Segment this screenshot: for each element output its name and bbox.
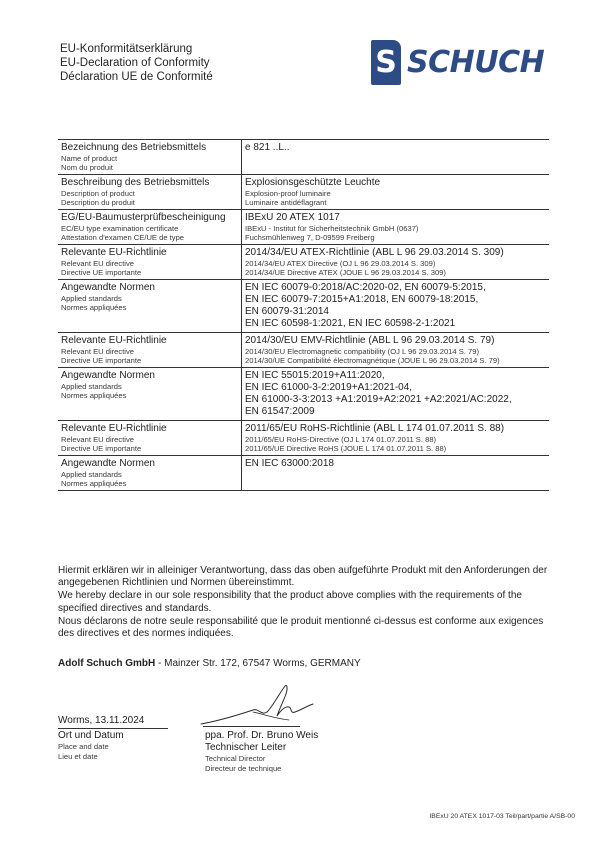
row-label: Angewandte Normen [61,282,155,293]
row-value-line: EN 61000-3-3:2013 +A1:2019+A2:2021 +A2:2021/AC:2022, [245,394,512,405]
row-value-line: IBExU 20 ATEX 1017 [245,212,340,223]
table-row [58,333,549,368]
title-en: EU-Declaration of Conformity [60,57,210,69]
table-row [58,421,549,456]
table-row [58,140,549,175]
row-label-translation: Relevant EU directive [61,435,135,444]
row-label-translation: Description du produit [61,198,135,207]
row-label: Bezeichnung des Betriebsmittels [61,142,207,153]
table-row [58,456,549,491]
row-label-translation: Normes appliquées [61,391,127,400]
row-value-line: 2014/34/UE Directive ATEX (JOUE L 96 29.03.2014 S. 309) [245,268,446,277]
schuch-logo [371,40,545,85]
declaration-text [58,565,550,640]
place-date-sub-fr: Lieu et date [58,751,98,761]
place-date-block [58,715,168,761]
title-fr: Déclaration UE de Conformité [60,71,213,83]
row-label-cell [58,245,242,279]
row-value-line: 2014/30/EU Electromagnetic compatibility (OJ L 96 29.03.2014 S. 79) [245,347,479,356]
row-value-line: 2014/34/EU ATEX-Richtlinie (ABL L 96 29.03.2014 S. 309) [245,247,504,258]
signer-name: ppa. Prof. Dr. Bruno Weis [205,730,319,741]
table-row [58,280,549,333]
row-value-line: Luminaire antidéflagrant [245,198,327,207]
row-value-line: Explosionsgeschützte Leuchte [245,177,381,188]
row-value-line: IBExU - Institut für Sicherheitstechnik GmbH (0637) [245,224,419,233]
row-label-cell [58,210,242,244]
row-label-translation: Relevant EU directive [61,259,135,268]
row-label: Relevante EU-Richtlinie [61,247,167,258]
title-de: EU-Konformitätserklärung [60,43,193,55]
row-value-line: 2011/65/EU RoHS-Richtlinie (ABL L 174 01.07.2011 S. 88) [245,423,505,434]
row-value-line: EN IEC 60079-0:2018/AC:2020-02, EN 60079-5:2015, [245,282,486,293]
row-value-line: 2011/65/EU RoHS-Directive (OJ L 174 01.07.2011 S. 88) [245,435,437,444]
declaration-de: Hiermit erklären wir in alleiniger Verantwortung, dass das oben aufgeführte Produkt mit den Anforderungen der angegebenen Richtlinien und Normen übereinstimmt. [58,565,548,589]
row-label: Relevante EU-Richtlinie [61,423,167,434]
row-label-translation: EC/EU type examination certificate [61,224,179,233]
row-value-line: EN IEC 61000-3-2:2019+A1:2021-04, [245,382,413,393]
specification-table [58,139,549,491]
row-label-cell [58,456,242,490]
handwritten-signature [193,680,333,730]
row-label-translation: Relevant EU directive [61,347,135,356]
row-value-cell [242,333,549,367]
row-value-line: 2014/34/EU ATEX Directive (OJ L 96 29.03.2014 S. 309) [245,259,436,268]
row-value-cell [242,456,549,490]
row-label-translation: Nom du produit [61,163,113,172]
row-label-cell [58,368,242,420]
declaration-en: We hereby declare in our sole responsibility that the product above complies with the requirements of the specified directives and standards. [58,590,522,614]
table-row [58,368,549,421]
row-value-cell [242,245,549,279]
row-label-translation: Directive UE importante [61,444,142,453]
row-label-cell [58,333,242,367]
row-label-translation: Attestation d'examen CE/UE de type [61,233,185,242]
row-label-translation: Description of product [61,189,135,198]
row-value-line: EN 60079-31:2014 [245,306,329,317]
signer-block [205,730,318,773]
document-reference: IBExU 20 ATEX 1017-03 Teil/part/partie A/SB-00 [429,813,575,820]
row-value-line: EN IEC 60598-1:2021, EN IEC 60598-2-1:2021 [245,318,456,329]
signer-title-en: Technical Director [205,754,266,763]
place-date-label: Ort und Datum [58,730,124,741]
row-label-translation: Applied standards [61,382,122,391]
row-value-line: Explosion-proof luminaire [245,189,331,198]
row-label-cell [58,175,242,209]
row-label-cell [58,280,242,332]
row-label-translation: Directive UE importante [61,268,142,277]
row-label: EG/EU-Baumusterprüfbescheinigung [61,212,226,223]
row-label: Angewandte Normen [61,370,155,381]
row-label-translation: Name of product [61,154,118,163]
row-value-line: EN IEC 55015:2019+A11:2020, [245,370,385,381]
place-date-sub-en: Place and date [58,742,109,751]
row-value-cell [242,210,549,244]
company-line [58,658,361,670]
row-label-translation: Applied standards [61,470,122,479]
logo-wordmark: SCHUCH [407,45,545,80]
row-label-cell [58,140,242,174]
row-value-line: 2011/65/UE Directive RoHS (JOUE L 174 01.07.2011 S. 88) [245,444,447,453]
document-title [60,42,213,84]
row-value-line: 2014/30/EU EMV-Richtlinie (ABL L 96 29.03.2014 S. 79) [245,335,495,346]
row-value-cell [242,280,549,332]
row-label: Beschreibung des Betriebsmittels [61,177,210,188]
table-row [58,175,549,210]
row-value-line: Fuchsmühlenweg 7, D-09599 Freiberg [245,233,375,242]
row-value-line: EN 61547:2009 [245,406,315,417]
declaration-fr: Nous déclarons de notre seule responsabilité que le produit mentionné ci-dessus est conforme aux exigences des directives et des normes indiquées. [58,615,544,640]
company-name: Adolf Schuch GmbH [58,658,156,669]
logo-mark-icon: S [371,40,401,85]
row-value-line: 2014/30/UE Compatibilité électromagnétique (JOUE L 96 29.03.2014 S. 79) [245,356,500,365]
row-label: Relevante EU-Richtlinie [61,335,167,346]
signer-title: Technischer Leiter [205,742,287,753]
row-value-cell [242,421,549,455]
row-value-line: EN IEC 60079-7:2015+A1:2018, EN 60079-18:2015, [245,294,479,305]
row-value-cell [242,140,549,174]
signer-title-fr: Directeur de technique [205,763,282,773]
row-value-line: e 821 ..L.. [245,142,290,153]
row-label: Angewandte Normen [61,458,155,469]
signature-line [203,726,300,727]
row-value-cell [242,175,549,209]
place-date-value: Worms, 13.11.2024 [58,715,168,729]
company-address: - Mainzer Str. 172, 67547 Worms, GERMANY [155,658,361,669]
row-label-translation: Normes appliquées [61,303,127,312]
table-row [58,245,549,280]
row-value-cell [242,368,549,420]
row-value-line: EN IEC 63000:2018 [245,458,334,469]
row-label-translation: Applied standards [61,294,122,303]
row-label-translation: Normes appliquées [61,479,127,488]
row-label-cell [58,421,242,455]
table-row [58,210,549,245]
row-label-translation: Directive UE importante [61,356,142,365]
